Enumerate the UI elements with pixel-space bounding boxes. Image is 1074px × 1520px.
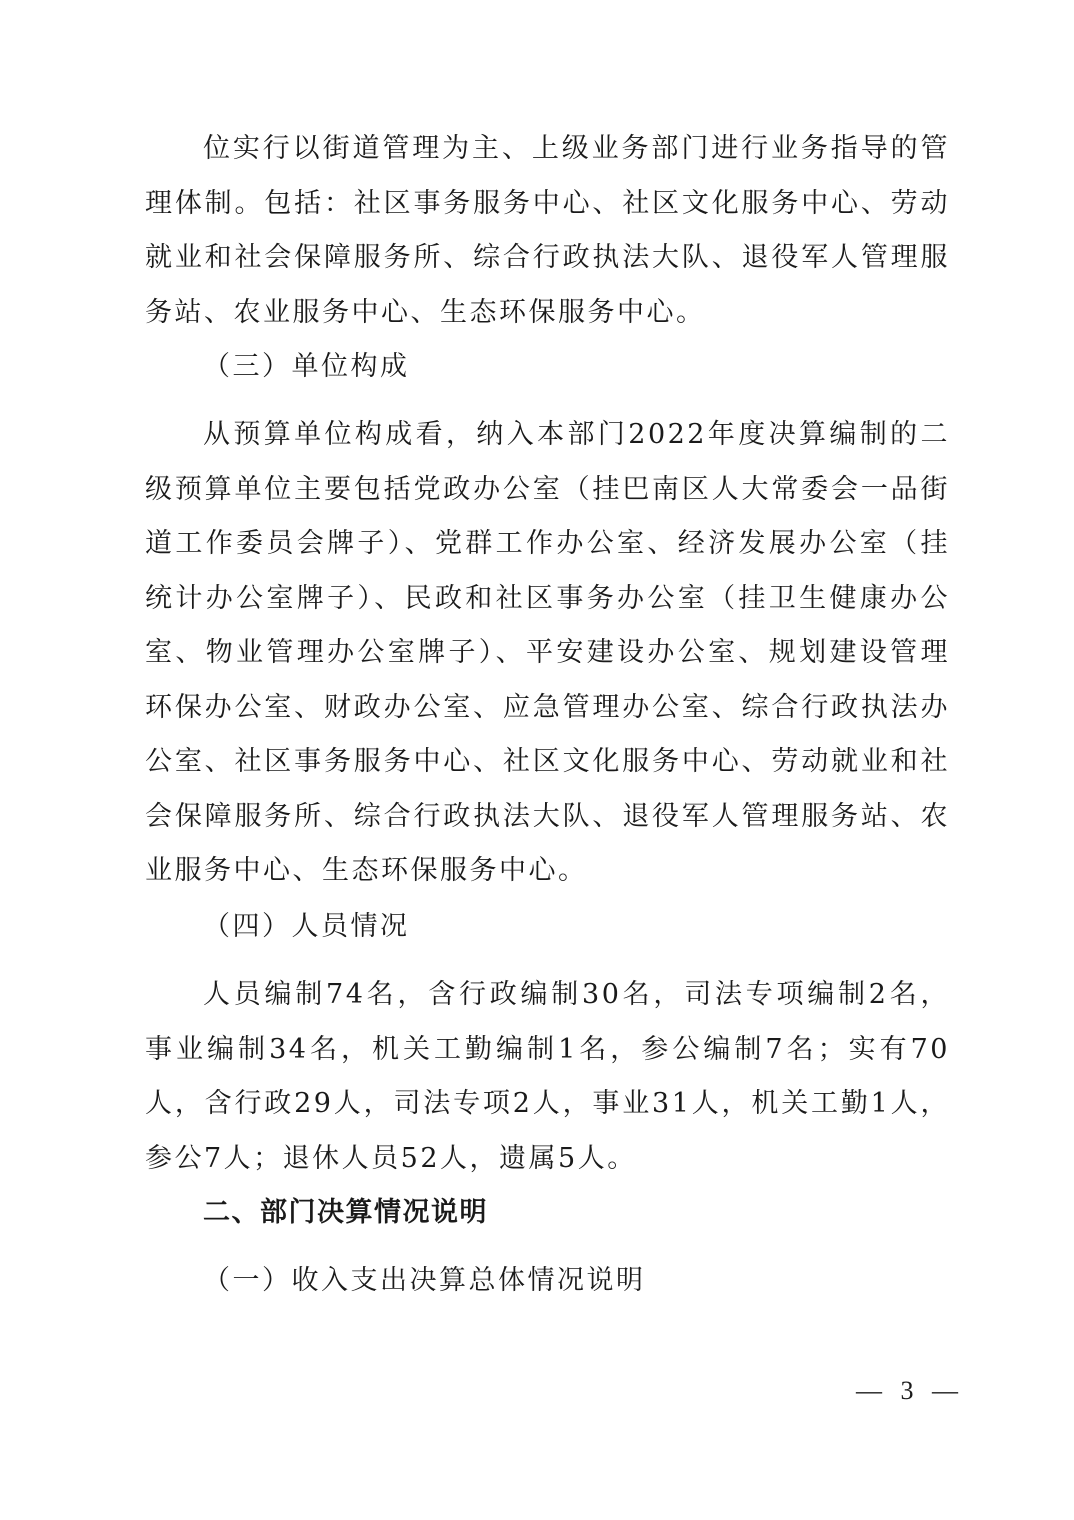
paragraph-staffing (145, 968, 950, 1186)
heading-unit-composition: （三）单位构成 (203, 351, 410, 382)
heading-section-two-wrap (145, 1186, 950, 1241)
heading-income-expense-wrap (145, 1254, 950, 1309)
heading-staffing-wrap (145, 900, 950, 955)
heading-staffing: （四）人员情况 (203, 911, 410, 942)
paragraph-unit-composition (145, 408, 950, 899)
body-paragraph: 位实行以街道管理为主、上级业务部门进行业务指导的管理体制。包括：社区事务服务中心、社区文化服务中心、劳动就业和社会保障服务所、综合行政执法大队、退役军人管理服务站、农业服务中心、生态环保服务中心。 (145, 133, 950, 328)
body-paragraph: 从预算单位构成看，纳入本部门2022年度决算编制的二级预算单位主要包括党政办公室（挂巴南区人大常委会一品街道工作委员会牌子）、党群工作办公室、经济发展办公室（挂统计办公室牌子）、民政和社区事务办公室（挂卫生健康办公室、物业管理办公室牌子）、平安建设办公室、规划建设管理环保办公室、财政办公室、应急管理办公室、综合行政执法办公室、社区事务服务中心、社区文化服务中心、劳动就业和社会保障服务所、综合行政执法大队、退役军人管理服务站、农业服务中心、生态环保服务中心。 (145, 419, 950, 886)
heading-section-two: 二、部门决算情况说明 (203, 1197, 488, 1228)
heading-unit-composition-wrap (145, 340, 950, 395)
page-number: — 3 — (856, 1376, 964, 1405)
body-paragraph: 人员编制74名，含行政编制30名，司法专项编制2名，事业编制34名，机关工勤编制1名，参公编制7名；实有70人，含行政29人，司法专项2人，事业31人，机关工勤1人，参公7人；退休人员52人，遗属5人。 (145, 979, 950, 1174)
heading-income-expense: （一）收入支出决算总体情况说明 (203, 1265, 646, 1296)
paragraph-org-structure (145, 122, 950, 340)
